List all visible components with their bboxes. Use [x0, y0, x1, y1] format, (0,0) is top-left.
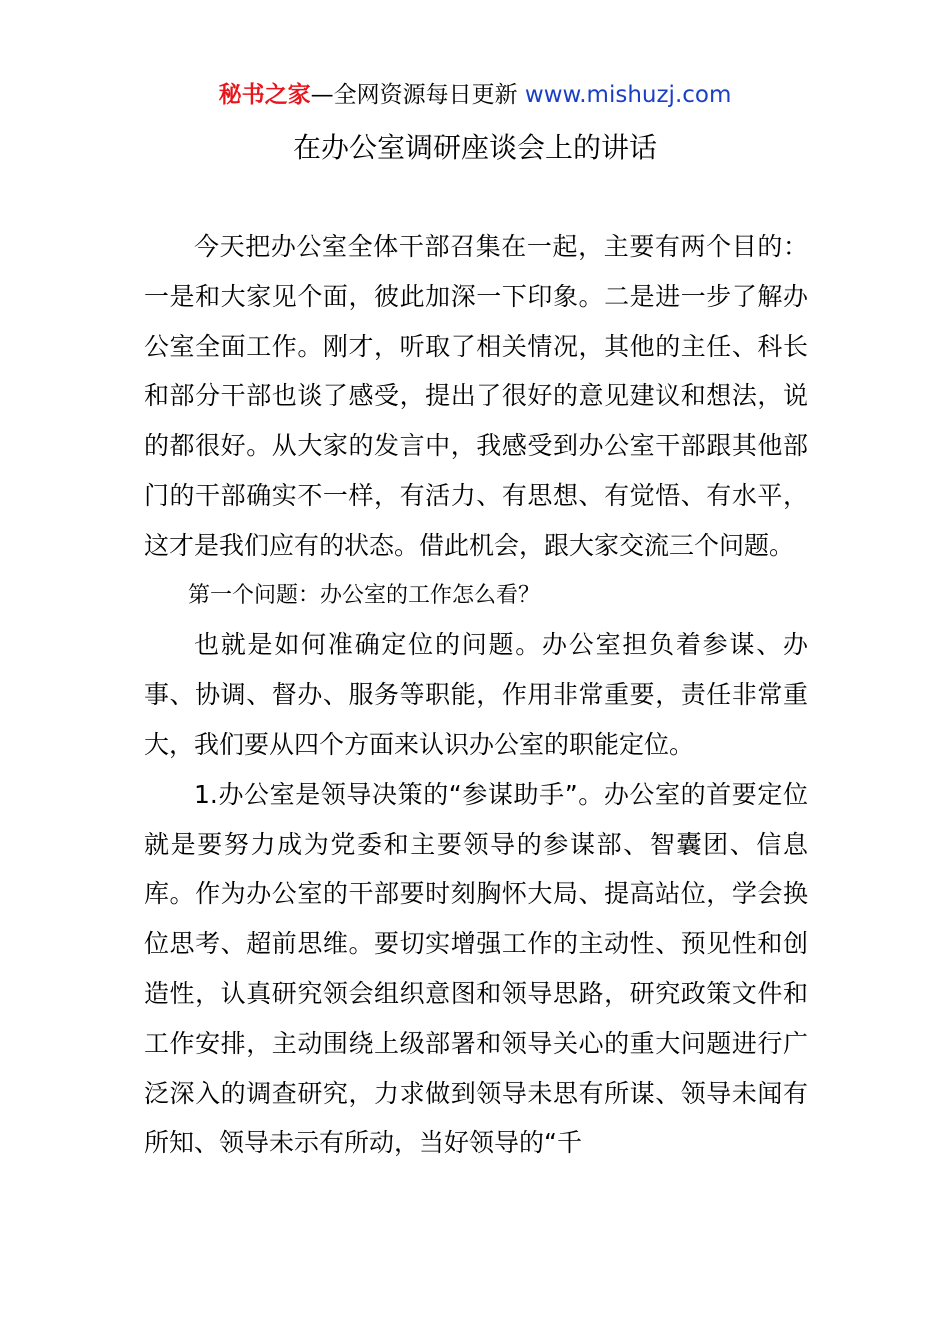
document-body	[144, 222, 808, 1168]
paragraph-intro: 今天把办公室全体干部召集在一起，主要有两个目的：一是和大家见个面，彼此加深一下印象。二是进一步了解办公室全面工作。刚才，听取了相关情况，其他的主任、科长和部分干部也谈了感受，提出了很好的意见建议和想法，说的都很好。从大家的发言中，我感受到办公室干部跟其他部门的干部确实不一样，有活力、有思想、有觉悟、有水平，这才是我们应有的状态。借此机会，跟大家交流三个问题。	[144, 232, 808, 560]
section-heading-question-one: 第一个问题：办公室的工作怎么看？	[188, 582, 541, 608]
header-tagline: —全网资源每日更新	[310, 82, 518, 108]
site-url-link[interactable]: www.mishuzj.com	[524, 82, 732, 108]
document-title: 在办公室调研座谈会上的讲话	[292, 131, 657, 164]
paragraph-point-one: 1.办公室是领导决策的“参谋助手”。办公室的首要定位就是要努力成为党委和主要领导的参谋部、智囊团、信息库。作为办公室的干部要时刻胸怀大局、提高站位，学会换位思考、超前思维。要切实增强工作的主动性、预见性和创造性，认真研究领会组织意图和领导思路，研究政策文件和工作安排，主动围绕上级部署和领导关心的重大问题进行广泛深入的调查研究，力求做到领导未思有所谋、领导未闻有所知、领导未示有所动，当好领导的“千	[144, 779, 808, 1158]
site-header	[0, 78, 950, 112]
brand-name: 秘书之家	[218, 82, 311, 108]
paragraph-positioning: 也就是如何准确定位的问题。办公室担负着参谋、办事、协调、督办、服务等职能，作用非常重要，责任非常重大，我们要从四个方面来认识办公室的职能定位。	[144, 630, 808, 759]
